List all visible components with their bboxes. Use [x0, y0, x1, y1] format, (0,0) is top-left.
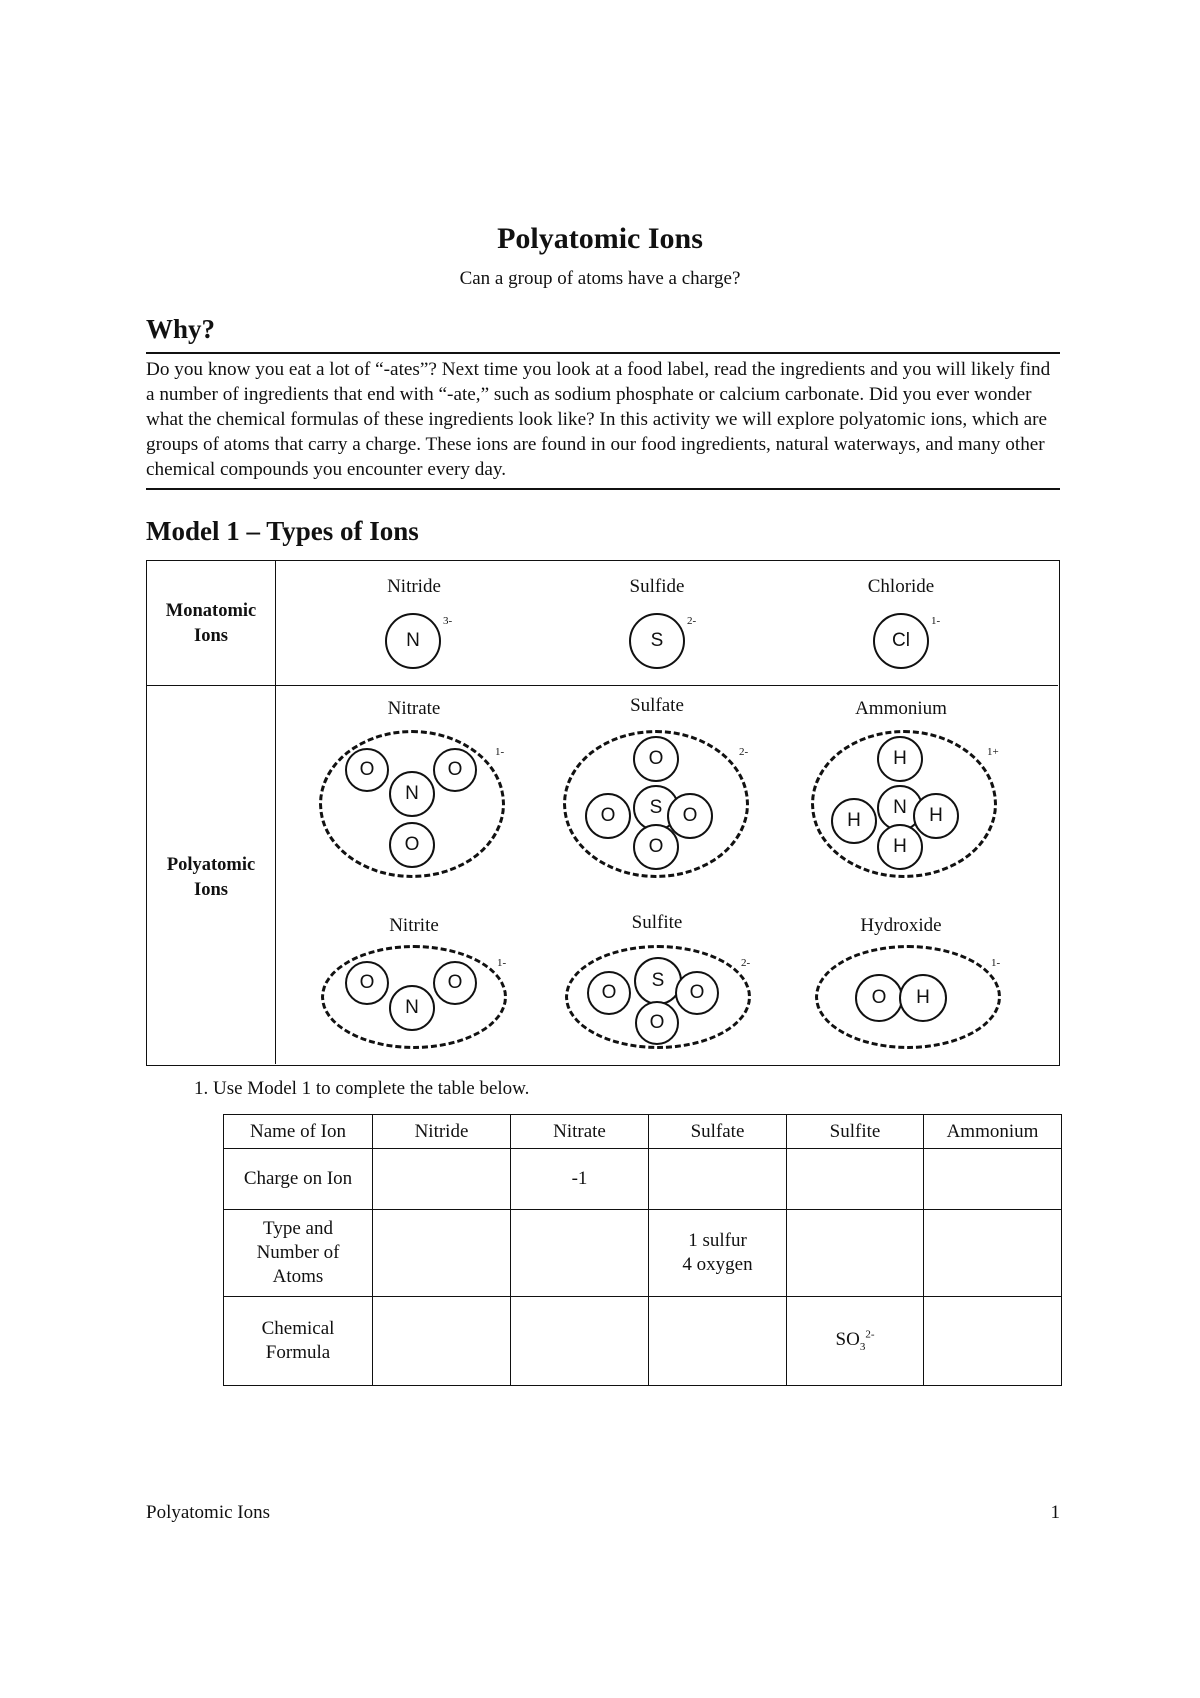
- formula-sulfite: [835, 1328, 875, 1354]
- atom-o: O: [585, 793, 631, 839]
- ion-charge: 1-: [497, 957, 507, 969]
- table-cell[interactable]: [373, 1149, 511, 1210]
- atom-o: O: [345, 961, 389, 1005]
- model-heading: Model 1 – Types of Ions: [146, 516, 419, 546]
- row-label-line: Atoms: [272, 1266, 324, 1287]
- atom-o: O: [667, 793, 713, 839]
- ion-charge: 2-: [739, 746, 749, 758]
- table-cell[interactable]: [373, 1210, 511, 1297]
- formula-subscript: 3: [859, 1341, 866, 1354]
- ion-name-sulfide: Sulfide: [629, 576, 685, 597]
- ion-charge: 1-: [931, 615, 941, 627]
- ion-charge: 1+: [987, 746, 999, 758]
- cell-line: 4 oxygen: [682, 1254, 753, 1275]
- row-label-line: Monatomic: [165, 601, 257, 621]
- formula-base: SO: [835, 1329, 860, 1351]
- table-cell[interactable]: [924, 1297, 1062, 1386]
- table-cell[interactable]: [373, 1297, 511, 1386]
- atom-n: N: [385, 613, 441, 669]
- table-row-label: Charge on Ion: [224, 1149, 373, 1210]
- page-number: 1: [1050, 1502, 1060, 1523]
- table-cell[interactable]: [511, 1297, 649, 1386]
- table-header-cell: Nitride: [373, 1115, 511, 1149]
- cell-line: 1 sulfur: [688, 1230, 747, 1251]
- table-cell[interactable]: [787, 1210, 924, 1297]
- row-label-line: Polyatomic: [166, 855, 256, 875]
- atom-o: O: [389, 822, 435, 868]
- divider: [146, 352, 1060, 354]
- table-cell[interactable]: [649, 1149, 787, 1210]
- table-cell[interactable]: [787, 1149, 924, 1210]
- atom-h: H: [913, 793, 959, 839]
- ion-charge: 3-: [443, 615, 453, 627]
- row-label-monatomic: [147, 599, 275, 649]
- table-header-cell: Sulfite: [787, 1115, 924, 1149]
- atom-s: S: [629, 613, 685, 669]
- row-label-line: Ions: [194, 880, 228, 900]
- page-title: Polyatomic Ions: [497, 222, 703, 255]
- ion-charge: 2-: [687, 615, 697, 627]
- atom-o: O: [633, 824, 679, 870]
- table-header-cell: Name of Ion: [224, 1115, 373, 1149]
- atom-o: O: [855, 974, 903, 1022]
- atom-o: O: [635, 1001, 679, 1045]
- divider: [275, 561, 276, 1064]
- table-header-cell: Ammonium: [924, 1115, 1062, 1149]
- atom-h: H: [899, 974, 947, 1022]
- table-cell[interactable]: -1: [511, 1149, 649, 1210]
- ion-charge: 2-: [741, 957, 751, 969]
- table-header-row: [224, 1115, 1062, 1149]
- table-cell[interactable]: [787, 1297, 924, 1386]
- ion-name-hydroxide: Hydroxide: [860, 915, 942, 936]
- atom-n: N: [877, 785, 923, 831]
- atom-s: S: [633, 785, 679, 831]
- atom-h: H: [877, 736, 923, 782]
- ion-name-sulfate: Sulfate: [630, 695, 684, 716]
- table-header-cell: Sulfate: [649, 1115, 787, 1149]
- atom-s: S: [634, 957, 682, 1005]
- row-label-line: Type and: [263, 1218, 333, 1239]
- ion-charge: 1-: [495, 746, 505, 758]
- ion-name-nitrate: Nitrate: [387, 698, 441, 719]
- ion-name-nitride: Nitride: [387, 576, 441, 597]
- ion-charge: 1-: [991, 957, 1001, 969]
- table-header-cell: Nitrate: [511, 1115, 649, 1149]
- atom-n: N: [389, 985, 435, 1031]
- divider: [147, 685, 1058, 686]
- atom-o: O: [675, 971, 719, 1015]
- table-cell[interactable]: [649, 1297, 787, 1386]
- table-cell[interactable]: [924, 1210, 1062, 1297]
- ion-name-ammonium: Ammonium: [855, 698, 947, 719]
- row-label-line: Chemical: [261, 1318, 335, 1339]
- atom-o: O: [345, 748, 389, 792]
- row-label-line: Formula: [265, 1342, 331, 1363]
- why-paragraph: Do you know you eat a lot of “-ates”? Next time you look at a food label, read the ingredients and you will likely find a number of ingredients that end with “-ate,” such as sodium phosphate or calcium carbonate. Did you ever wonder what the chemical formulas of these ingredients look like? In this activity we will explore polyatomic ions, which are groups of atoms that carry a charge. These ions are found in our food ingredients, natural waterways, and many other chemical compounds you encounter every day.: [146, 359, 1051, 480]
- ion-name-nitrite: Nitrite: [389, 915, 439, 936]
- table-row: [224, 1210, 1062, 1297]
- table-cell[interactable]: [924, 1149, 1062, 1210]
- model-1-figure: [146, 560, 1060, 1066]
- table-row-label: [224, 1297, 373, 1386]
- table-cell[interactable]: [649, 1210, 787, 1297]
- ion-name-sulfite: Sulfite: [631, 912, 683, 933]
- why-heading: Why?: [146, 314, 216, 344]
- atom-o: O: [587, 971, 631, 1015]
- atom-o: O: [433, 748, 477, 792]
- row-label-line: Ions: [194, 626, 228, 646]
- table-row-label: [224, 1210, 373, 1297]
- ion-name-chloride: Chloride: [867, 576, 935, 597]
- row-label-polyatomic: [147, 853, 275, 903]
- atom-o: O: [633, 736, 679, 782]
- row-label-line: Number of: [256, 1242, 340, 1263]
- ion-table: [223, 1114, 1062, 1386]
- atom-cl: Cl: [873, 613, 929, 669]
- atom-n: N: [389, 771, 435, 817]
- atom-o: O: [433, 961, 477, 1005]
- page-subtitle: Can a group of atoms have a charge?: [459, 268, 741, 289]
- question-1: 1. Use Model 1 to complete the table below.: [194, 1078, 530, 1099]
- footer-title: Polyatomic Ions: [146, 1502, 271, 1523]
- table-row: [224, 1149, 1062, 1210]
- formula-superscript: 2-: [865, 1328, 875, 1341]
- atom-h: H: [877, 824, 923, 870]
- table-row: [224, 1297, 1062, 1386]
- table-cell[interactable]: [511, 1210, 649, 1297]
- divider: [146, 488, 1060, 490]
- atom-h: H: [831, 798, 877, 844]
